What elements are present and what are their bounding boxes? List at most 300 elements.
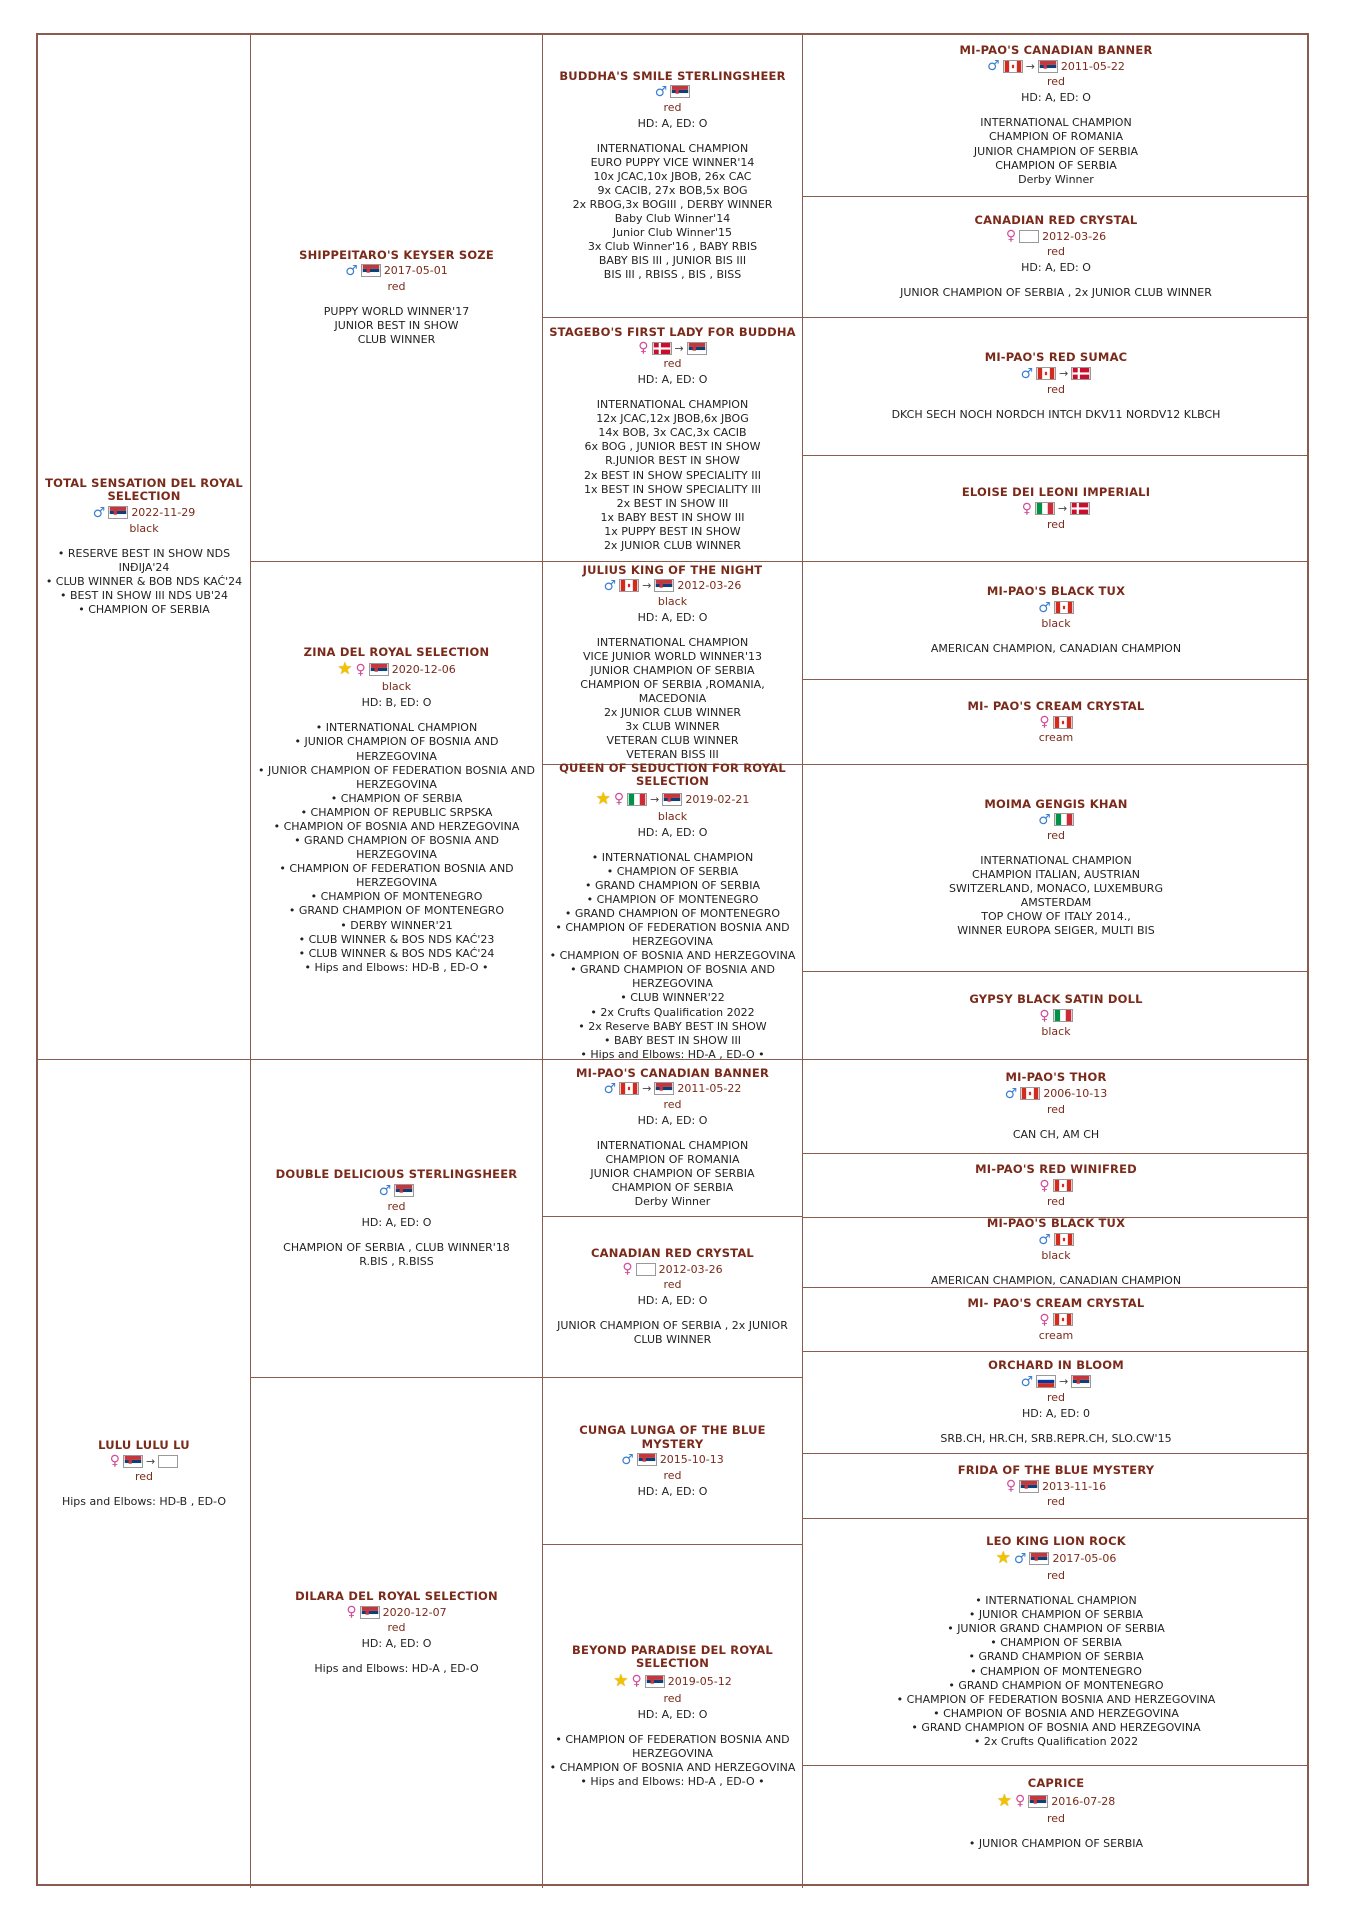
birth-date: 2017-05-01 [383, 264, 448, 278]
flag-rs-icon [662, 793, 682, 806]
title-line: • GRAND CHAMPION OF BOSNIA AND HERZEGOVINA [911, 1720, 1201, 1734]
dog-name: ORCHARD IN BLOOM [988, 1358, 1124, 1373]
health-result: HD: A, ED: O [637, 1113, 708, 1127]
dog-card [251, 1060, 543, 1378]
coat-color: cream [1038, 1328, 1074, 1342]
dog-meta-row [621, 1453, 724, 1467]
flag-rs-icon [654, 579, 674, 592]
titles-list [573, 142, 773, 283]
dog-meta-row [996, 1550, 1117, 1567]
dog-meta-row [345, 264, 448, 278]
titles-list [949, 854, 1163, 938]
health-result: HD: A, ED: O [637, 116, 708, 130]
title-line: CHAMPION OF SERBIA [611, 1181, 734, 1195]
flag-it-icon [627, 793, 647, 806]
flag-rs-icon [1028, 1795, 1048, 1808]
title-line: • CHAMPION OF SERBIA [330, 791, 463, 805]
title-line: 14x BOB, 3x CAC,3x CACIB [598, 426, 747, 440]
birth-date: 2020-12-07 [382, 1605, 447, 1619]
titles-list [590, 1139, 754, 1209]
dog-name: BEYOND PARADISE DEL ROYAL SELECTION [572, 1643, 773, 1671]
flag-rs-icon [687, 342, 707, 355]
titles-list [44, 547, 244, 617]
dog-name: DILARA DEL ROYAL SELECTION [295, 1588, 498, 1603]
birth-date: 2019-05-12 [667, 1674, 732, 1688]
arrow-icon: → [674, 341, 684, 355]
title-line: • CHAMPION OF BOSNIA AND HERZEGOVINA [549, 949, 796, 963]
title-line: • DERBY WINNER'21 [340, 918, 453, 932]
coat-color: black [1041, 1024, 1071, 1038]
title-line: DKCH SECH NOCH NORDCH INTCH DKV11 NORDV12 KLBCH [891, 407, 1221, 421]
health-result: HD: A, ED: O [637, 1707, 708, 1721]
coat-color: red [1046, 1811, 1066, 1825]
dog-card [543, 761, 803, 1061]
health-result: HD: B, ED: O [361, 696, 432, 710]
dog-card [38, 35, 251, 1060]
title-line: Derby Winner [634, 1195, 711, 1209]
dog-card [803, 318, 1309, 456]
female-icon: ♀ [346, 1604, 357, 1621]
coat-color: red [387, 1621, 406, 1635]
flag-it-icon [1035, 502, 1055, 515]
health-result: HD: A, ED: O [637, 825, 708, 839]
female-icon: ♀ [613, 791, 625, 808]
title-line: • JUNIOR GRAND CHAMPION OF SERBIA [947, 1622, 1165, 1636]
birth-date: 2011-05-22 [677, 1082, 742, 1096]
female-icon: ♀ [1039, 1311, 1050, 1328]
coat-color: black [1041, 616, 1071, 630]
coat-color: black [129, 521, 159, 535]
title-line: 2x BEST IN SHOW III [616, 496, 729, 510]
title-line: • RESERVE BEST IN SHOW NDS INĐIJA'24 [57, 546, 231, 574]
female-icon: ♀ [622, 1261, 633, 1278]
dog-card [251, 562, 543, 1060]
titles-list [314, 1662, 478, 1676]
dog-card [543, 318, 803, 562]
dog-card [803, 562, 1309, 680]
arrow-icon: → [1059, 1375, 1069, 1389]
title-line: • CHAMPION OF FEDERATION BOSNIA AND HERZEGOVINA [279, 862, 514, 890]
titles-list [549, 1319, 796, 1347]
title-line: 12x JCAC,12x JBOB,6x JBOG [596, 412, 749, 426]
dog-meta-row [1038, 601, 1074, 615]
coat-color: red [1046, 382, 1066, 396]
dog-card [803, 972, 1309, 1060]
dog-card [543, 1378, 803, 1545]
generation-2-column [251, 35, 543, 1884]
dog-name: MI-PAO'S CANADIAN BANNER [576, 1065, 769, 1080]
birth-date: 2006-10-13 [1043, 1087, 1108, 1101]
male-icon: ♂ [1038, 599, 1051, 616]
coat-color: red [1046, 1495, 1066, 1509]
titles-list [892, 408, 1221, 422]
dog-meta-row [613, 1670, 732, 1691]
star-icon: ★ [595, 788, 611, 809]
dog-meta-row [604, 1082, 742, 1096]
male-icon: ♂ [345, 262, 358, 279]
flag-ca-icon [1053, 716, 1073, 729]
male-icon: ♂ [621, 1451, 634, 1468]
title-line: BABY BIS III , JUNIOR BIS III [598, 254, 747, 268]
title-line: JUNIOR CHAMPION OF SERBIA [590, 663, 755, 677]
title-line: • CHAMPION OF BOSNIA AND HERZEGOVINA [273, 819, 520, 833]
birth-date: 2012-03-26 [1042, 229, 1107, 243]
title-line: • CHAMPION OF BOSNIA AND HERZEGOVINA [933, 1706, 1179, 1720]
flag-rs-icon [1038, 60, 1058, 73]
titles-list [549, 851, 796, 1062]
dog-card [543, 35, 803, 318]
dog-meta-row [638, 341, 706, 355]
title-line: • GRAND CHAMPION OF MONTENEGRO [288, 904, 505, 918]
coat-color: red [1046, 245, 1066, 259]
title-line: 2x BEST IN SHOW SPECIALITY III [583, 468, 761, 482]
title-line: INTERNATIONAL CHAMPION [980, 116, 1132, 130]
dog-card [803, 680, 1309, 765]
generation-1-column [38, 35, 251, 1884]
arrow-icon: → [642, 1082, 652, 1096]
dog-name: MI- PAO'S CREAM CRYSTAL [967, 1296, 1145, 1311]
title-line: 1x BABY BEST IN SHOW III [600, 510, 745, 524]
birth-date: 2017-05-06 [1052, 1552, 1117, 1566]
title-line: EURO PUPPY VICE WINNER'14 [590, 155, 755, 169]
dog-name: LULU LULU LU [98, 1437, 190, 1452]
female-icon: ♀ [1039, 1177, 1050, 1194]
female-icon: ♀ [631, 1673, 642, 1690]
coat-color: black [381, 680, 412, 694]
title-line: • CHAMPION OF MONTENEGRO [970, 1664, 1142, 1678]
dog-meta-row [622, 1262, 722, 1276]
dog-name: MI-PAO'S RED SUMAC [984, 350, 1128, 365]
birth-date: 2012-03-26 [658, 1262, 723, 1276]
coat-color: red [1046, 1102, 1066, 1116]
dog-meta-row [93, 506, 196, 520]
title-line: • 2x Reserve BABY BEST IN SHOW [578, 1019, 767, 1033]
titles-list [940, 1432, 1171, 1446]
titles-list [931, 642, 1181, 656]
title-line: • GRAND CHAMPION OF BOSNIA AND HERZEGOVINA [294, 834, 499, 862]
titles-list [283, 1241, 510, 1269]
dog-meta-row [996, 1790, 1116, 1811]
coat-color: red [1046, 517, 1066, 531]
title-line: AMERICAN CHAMPION, CANADIAN CHAMPION [930, 641, 1182, 655]
title-line: • 2x Crufts Qualification 2022 [590, 1005, 755, 1019]
female-icon: ♀ [1005, 1478, 1017, 1495]
female-icon: ♀ [355, 661, 366, 678]
dog-name: DOUBLE DELICIOUS STERLINGSHEER [275, 1167, 518, 1182]
health-result: HD: A, ED: O [1021, 261, 1091, 275]
male-icon: ♂ [1038, 811, 1051, 828]
birth-date: 2012-03-26 [677, 579, 742, 593]
flag-dk-icon [652, 342, 672, 355]
dog-card [803, 1218, 1309, 1288]
male-icon: ♂ [654, 83, 668, 100]
title-line: INTERNATIONAL CHAMPION [596, 1138, 749, 1152]
male-icon: ♂ [603, 577, 617, 594]
title-line: • INTERNATIONAL CHAMPION [315, 721, 478, 735]
titles-list [62, 1495, 226, 1509]
dog-name: LEO KING LION ROCK [986, 1533, 1126, 1548]
arrow-icon: → [146, 1454, 156, 1468]
dog-name: MI-PAO'S CANADIAN BANNER [959, 43, 1153, 58]
title-line: PUPPY WORLD WINNER'17 [323, 304, 470, 318]
birth-date: 2020-12-06 [391, 663, 456, 677]
title-line: • CHAMPION OF MONTENEGRO [586, 892, 759, 906]
dog-meta-row [1039, 715, 1072, 729]
title-line: VICE JUNIOR WORLD WINNER'13 [583, 649, 762, 663]
birth-date: 2011-05-22 [1060, 59, 1125, 73]
title-line: • JUNIOR CHAMPION OF BOSNIA AND HERZEGOVINA [294, 735, 499, 763]
female-icon: ♀ [1039, 1007, 1050, 1024]
dog-card [803, 765, 1309, 972]
dog-card [803, 1154, 1309, 1218]
titles-list [257, 721, 536, 974]
dog-name: GYPSY BLACK SATIN DOLL [969, 992, 1143, 1007]
coat-color: red [1046, 828, 1066, 842]
female-icon: ♀ [1039, 714, 1050, 731]
dog-name: MI-PAO'S RED WINIFRED [975, 1162, 1137, 1177]
flag-ca-icon [1003, 60, 1023, 73]
title-line: • CLUB WINNER & BOS NDS KAĆ'23 [298, 932, 495, 946]
title-line: SRB.CH, HR.CH, SRB.REPR.CH, SLO.CW'15 [940, 1431, 1172, 1445]
coat-color: red [387, 1199, 406, 1213]
title-line: • CHAMPION OF FEDERATION BOSNIA AND HERZEGOVINA [555, 921, 790, 949]
female-icon: ♀ [638, 340, 649, 357]
star-icon: ★ [995, 1548, 1011, 1569]
coat-color: red [1046, 1390, 1066, 1404]
dog-card [803, 1454, 1309, 1519]
titles-list [931, 1274, 1181, 1288]
male-icon: ♂ [378, 1182, 392, 1199]
title-line: • GRAND CHAMPION OF BOSNIA AND HERZEGOVINA [570, 963, 775, 991]
flag-ru-icon [1036, 1375, 1056, 1388]
dog-card [251, 35, 543, 562]
title-line: CHAMPION OF SERBIA [995, 158, 1117, 172]
title-line: • JUNIOR CHAMPION OF FEDERATION BOSNIA AND HERZEGOVINA [258, 763, 535, 791]
birth-date: 2013-11-16 [1042, 1479, 1107, 1493]
title-line: • Hips and Elbows: HD-B , ED-O • [304, 960, 489, 974]
title-line: 6x BOG , JUNIOR BEST IN SHOW [584, 440, 761, 454]
dog-meta-row [604, 579, 742, 593]
arrow-icon: → [1058, 502, 1068, 516]
flag-rs-icon [670, 85, 690, 98]
health-result: HD: A, ED: O [361, 1637, 432, 1651]
coat-color: red [663, 1278, 682, 1292]
arrow-icon: → [1025, 59, 1035, 73]
title-line: CHAMPION OF ROMANIA [605, 1152, 740, 1166]
dog-card [38, 1060, 251, 1888]
health-result: HD: A, ED: O [1021, 91, 1091, 105]
flag-rs-icon [1019, 1480, 1039, 1493]
title-line: 2x RBOG,3x BOGIII , DERBY WINNER [572, 198, 773, 212]
title-line: CHAMPION OF ROMANIA [988, 130, 1123, 144]
title-line: JUNIOR CHAMPION OF SERBIA , 2x JUNIOR CLUB WINNER [900, 286, 1212, 300]
coat-color: red [1046, 1569, 1066, 1583]
title-line: JUNIOR CHAMPION OF SERBIA , 2x JUNIOR CLUB WINNER [557, 1319, 788, 1347]
title-line: Junior Club Winner'15 [612, 226, 733, 240]
coat-color: cream [1038, 731, 1074, 745]
title-line: AMERICAN CHAMPION, CANADIAN CHAMPION [930, 1273, 1182, 1287]
male-icon: ♂ [987, 58, 1000, 75]
title-line: • Hips and Elbows: HD-A , ED-O • [580, 1774, 765, 1788]
male-icon: ♂ [1004, 1085, 1018, 1102]
flag-ca-icon [1053, 1179, 1073, 1192]
dog-card [543, 1545, 803, 1888]
flag-rs-icon [1071, 1375, 1091, 1388]
titles-list [324, 305, 469, 347]
title-line: INTERNATIONAL CHAMPION [596, 398, 749, 412]
title-line: SWITZERLAND, MONACO, LUXEMBURG [949, 882, 1163, 896]
coat-color: red [663, 100, 682, 114]
dog-name: MI- PAO'S CREAM CRYSTAL [967, 698, 1145, 713]
dog-meta-row [1038, 813, 1074, 827]
blank-flag-icon [158, 1455, 178, 1468]
star-icon: ★ [337, 659, 353, 680]
dog-name: QUEEN OF SEDUCTION FOR ROYAL SELECTION [559, 761, 786, 789]
arrow-icon: → [1059, 367, 1069, 381]
title-line: • GRAND CHAMPION OF MONTENEGRO [564, 906, 781, 920]
male-icon: ♂ [603, 1080, 617, 1097]
dog-meta-row [987, 59, 1125, 73]
dog-meta-row [337, 661, 455, 678]
dog-name: MI-PAO'S BLACK TUX [986, 1216, 1126, 1231]
title-line: • CHAMPION OF SERBIA [990, 1636, 1122, 1650]
titles-list [584, 398, 761, 553]
dog-name: CAPRICE [1027, 1776, 1085, 1791]
birth-date: 2022-11-29 [131, 506, 196, 520]
title-line: • Hips and Elbows: HD-A , ED-O • [580, 1047, 765, 1061]
birth-date: 2016-07-28 [1051, 1794, 1116, 1808]
title-line: • CHAMPION OF SERBIA [78, 602, 210, 616]
title-line: 2x JUNIOR CLUB WINNER [603, 538, 742, 552]
dog-card [803, 1288, 1309, 1352]
dog-name: TOTAL SENSATION DEL ROYAL SELECTION [45, 476, 243, 504]
title-line: JUNIOR BEST IN SHOW [334, 319, 459, 333]
star-icon: ★ [996, 1790, 1013, 1811]
dog-card [543, 562, 803, 765]
dog-meta-row [1039, 1009, 1072, 1023]
dog-card [803, 35, 1309, 197]
title-line: • BEST IN SHOW III NDS UB'24 [60, 588, 228, 602]
flag-dk-icon [1070, 502, 1090, 515]
title-line: 3x Club Winner'16 , BABY RBIS [587, 240, 758, 254]
health-result: HD: A, ED: O [637, 610, 708, 624]
star-icon: ★ [613, 1670, 629, 1691]
blank-flag-icon [636, 1263, 656, 1276]
title-line: 1x BEST IN SHOW SPECIALITY III [583, 482, 761, 496]
flag-dk-icon [1071, 367, 1091, 380]
flag-ca-icon [1053, 1313, 1073, 1326]
dog-meta-row [1039, 1313, 1072, 1327]
title-line: • JUNIOR CHAMPION OF SERBIA [968, 1836, 1144, 1850]
title-line: 2x JUNIOR CLUB WINNER [603, 706, 742, 720]
title-line: • GRAND CHAMPION OF MONTENEGRO [948, 1678, 1164, 1692]
title-line: • BABY BEST IN SHOW III [604, 1033, 741, 1047]
dog-card [543, 1217, 803, 1378]
dog-meta-row [1005, 1087, 1108, 1101]
dog-meta-row [1021, 1375, 1092, 1389]
health-result: HD: A, ED: O [637, 1484, 708, 1498]
dog-name: BUDDHA'S SMILE STERLINGSHEER [559, 68, 786, 83]
dog-card [803, 1519, 1309, 1766]
title-line: • 2x Crufts Qualification 2022 [973, 1734, 1139, 1748]
coat-color: black [657, 809, 688, 823]
generation-4-column [803, 35, 1309, 1884]
title-line: • CHAMPION OF FEDERATION BOSNIA AND HERZEGOVINA [896, 1692, 1216, 1706]
health-result: HD: A, ED: 0 [1021, 1406, 1091, 1420]
title-line: AMSTERDAM [1020, 896, 1092, 910]
dog-card [251, 1378, 543, 1888]
title-line: INTERNATIONAL CHAMPION [980, 853, 1132, 867]
coat-color: red [1046, 1194, 1066, 1208]
title-line: TOP CHOW OF ITALY 2014., [981, 910, 1131, 924]
flag-it-icon [1054, 813, 1074, 826]
health-result: HD: A, ED: O [361, 1215, 432, 1229]
title-line: VETERAN BISS III [626, 748, 719, 762]
flag-rs-icon [108, 506, 128, 519]
dog-name: MOIMA GENGIS KHAN [984, 796, 1128, 811]
coat-color: red [663, 1097, 682, 1111]
title-line: • CHAMPION OF BOSNIA AND HERZEGOVINA [549, 1760, 796, 1774]
title-line: • CLUB WINNER & BOS NDS KAĆ'24 [298, 946, 495, 960]
coat-color: red [663, 1468, 682, 1482]
title-line: INTERNATIONAL CHAMPION [596, 141, 749, 155]
male-icon: ♂ [1038, 1231, 1051, 1248]
title-line: Hips and Elbows: HD-B , ED-O [61, 1495, 227, 1509]
title-line: 10x JCAC,10x JBOB, 26x CAC [593, 169, 752, 183]
dog-name: STAGEBO'S FIRST LADY FOR BUDDHA [549, 324, 796, 339]
flag-rs-icon [645, 1675, 665, 1688]
flag-ca-icon [1020, 1087, 1040, 1100]
dog-card [803, 1060, 1309, 1154]
title-line: • INTERNATIONAL CHAMPION [591, 850, 754, 864]
dog-card [803, 1352, 1309, 1454]
title-line: Derby Winner [1018, 172, 1094, 186]
dog-meta-row [1021, 367, 1092, 381]
title-line: BIS III , RBISS , BIS , BISS [603, 268, 742, 282]
dog-meta-row [1006, 229, 1106, 243]
birth-date: 2019-02-21 [685, 792, 750, 806]
dog-meta-row [1022, 502, 1090, 516]
title-line: CLUB WINNER [357, 333, 436, 347]
title-line: JUNIOR CHAMPION OF SERBIA [973, 144, 1139, 158]
arrow-icon: → [642, 579, 652, 593]
title-line: JUNIOR CHAMPION OF SERBIA [590, 1167, 755, 1181]
male-icon: ♂ [1020, 1373, 1034, 1390]
dog-meta-row [1039, 1179, 1072, 1193]
title-line: • INTERNATIONAL CHAMPION [975, 1594, 1137, 1608]
dog-meta-row [1038, 1233, 1074, 1247]
title-line: R.BIS , R.BISS [359, 1254, 434, 1268]
title-line: • JUNIOR CHAMPION OF SERBIA [968, 1608, 1144, 1622]
coat-color: red [663, 357, 682, 371]
dog-meta-row [110, 1454, 178, 1468]
dog-name: ZINA DEL ROYAL SELECTION [303, 645, 490, 660]
titles-list [974, 116, 1138, 186]
title-line: 3x CLUB WINNER [625, 720, 720, 734]
title-line: • CHAMPION OF REPUBLIC SRPSKA [300, 805, 493, 819]
title-line: CHAMPION ITALIAN, AUSTRIAN [972, 867, 1140, 881]
female-icon: ♀ [1005, 228, 1017, 245]
coat-color: black [657, 594, 688, 608]
dog-card [803, 456, 1309, 562]
flag-ca-icon [1054, 601, 1074, 614]
title-line: 1x PUPPY BEST IN SHOW [604, 524, 741, 538]
title-line: R.JUNIOR BEST IN SHOW [605, 454, 740, 468]
flag-rs-icon [369, 663, 389, 676]
title-line: • CHAMPION OF SERBIA [606, 864, 739, 878]
health-result: HD: A, ED: O [637, 373, 708, 387]
title-line: WINNER EUROPA SEIGER, MULTI BIS [957, 924, 1155, 938]
